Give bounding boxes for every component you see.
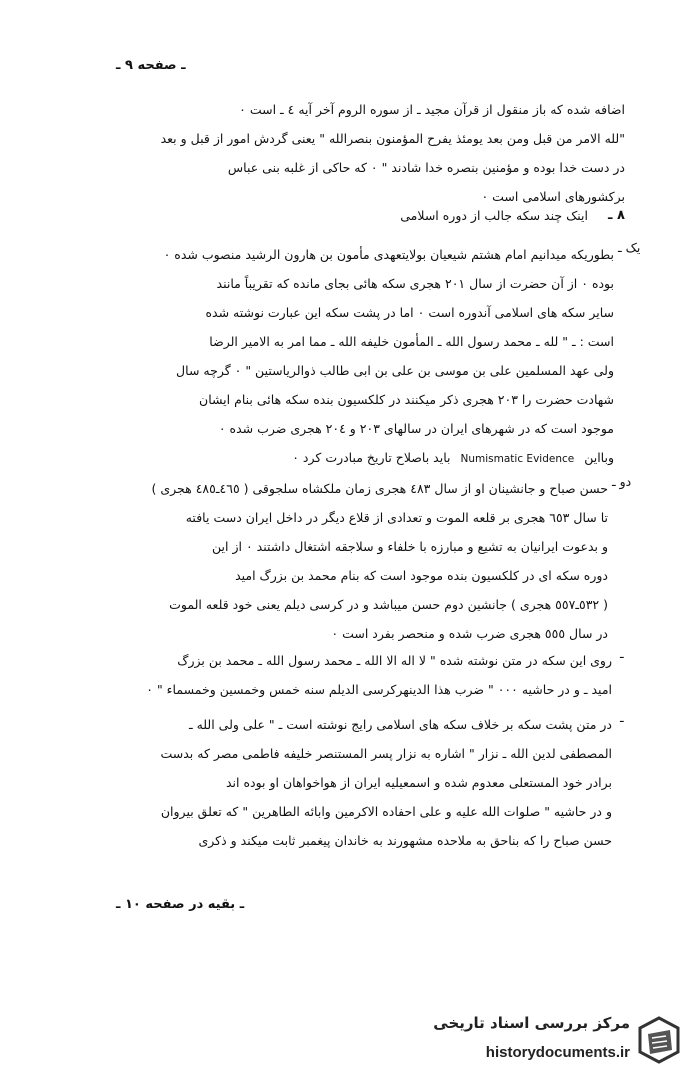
text-line: است : ـ " لله ـ محمد رسول الله ـ المأمون خلیفه الله ـ مما امر به الامیر الرضا	[209, 334, 614, 349]
text-line: المصطفی لدین الله ـ نزار " اشاره به نزار پسر المستنصر خلیفه فاطمی مصر که بدست	[160, 746, 612, 761]
text-line: و در حاشیه " صلوات الله علیه و علی احفاده الاکرمین وابائه الطاهرین " که تعلق بیروان	[160, 804, 612, 819]
watermark-logo	[405, 1008, 690, 1072]
text-line: ولی عهد المسلمین علی بن موسی بن علی بن ابی طالب ذوالریاستین " ٠ گرچه سال	[176, 363, 614, 378]
text-line: سایر سکه های اسلامی آندوره است ٠ اما در پشت سکه این عبارت نوشته شده	[205, 305, 614, 320]
text-line: تا سال ٦٥۳ هجری بر قلعه الموت و تعدادی از قلاع دیگر در داخل ایران دست یافته	[185, 510, 608, 525]
text-line: دوره سکه ای در کلکسیون بنده موجود است که بنام محمد بن بزرگ امید	[235, 568, 608, 583]
text-line: و بدعوت ایرانیان به تشیع و مبارزه با خلفاء و سلاجقه اشتغال داشتند ٠ از این	[212, 539, 608, 554]
item-marker-do: دو ـ	[612, 474, 632, 489]
text-line: "لله الامر من قبل ومن بعد یومئذ یفرح المؤمنون بنصرالله " یعنی گردش امور از قبل و بعد	[160, 131, 625, 146]
text-fragment: وبااین	[584, 450, 614, 465]
watermark-name: مرکز بررسی اسناد تاریخی	[433, 1014, 630, 1032]
text-line: در دست خدا بوده و مؤمنین بنصره خدا شادند " ٠ که حاکی از غلبه بنی عباس	[227, 160, 625, 175]
watermark-url: historydocuments.ir	[485, 1044, 630, 1061]
text-line: برکشورهای اسلامی است ٠	[481, 189, 625, 204]
text-line: در سال ٥٥٥ هجری ضرب شده و منحصر بفرد است ٠	[331, 626, 608, 641]
bullet-marker-1: ـ	[620, 646, 624, 661]
section-title: اینک چند سکه جالب از دوره اسلامی	[400, 208, 588, 223]
text-line: موجود است که در شهرهای ایران در سالهای ۲۰۳ و ۲۰٤ هجری ضرب شده ٠	[218, 421, 614, 436]
continued-footer: ـ بقیه در صفحه ۱۰ ـ	[116, 897, 245, 912]
text-line: بوده ٠ از آن حضرت از سال ۲۰۱ هجری سکه هائی بجای مانده که تقریباً مانند	[216, 276, 614, 291]
bullet-1-paragraph	[80, 646, 612, 704]
item-marker-yek: یک ـ	[618, 240, 641, 255]
text-fragment: باید باصلاح تاریخ مبادرت کرد ٠	[292, 450, 451, 465]
text-line: حسن صباح و جانشینان او از سال ٤۸۳ هجری زمان ملکشاه سلجوقی ( ٤٦٥ـ٤۸٥ هجری )	[151, 481, 608, 496]
latin-term: Numismatic Evidence	[460, 453, 575, 465]
section-number: ۸ ـ	[608, 208, 625, 223]
bullet-2-paragraph	[80, 710, 612, 855]
page-number-header: ـ صفحه ۹ ـ	[116, 58, 186, 73]
text-line: شهادت حضرت را ۲۰۳ هجری ذکر میکنند در کلکسیون بنده سکه هائی بنام ایشان	[199, 392, 614, 407]
text-line: اضافه شده که باز منقول از قرآن مجید ـ از سوره الروم آخر آیه ٤ ـ است ٠	[239, 102, 625, 117]
text-line-mixed	[90, 443, 614, 474]
intro-paragraph	[90, 95, 625, 211]
bullet-marker-2: ـ	[620, 710, 624, 725]
text-line: ( ٥۳۲ـ٥٥۷ هجری ) جانشین دوم حسن میباشد و در کرسی دیلم یعنی خود قلعه الموت	[169, 597, 608, 612]
text-line: حسن صباح را که بناحق به ملاحده مشهورند به خاندان پیغمبر ثابت میکند و ذکری	[198, 833, 612, 848]
archive-seal-icon	[634, 1014, 684, 1066]
text-line: بطوریکه میدانیم امام هشتم شیعیان بولایتعهدی مأمون بن هارون الرشید منصوب شده ٠	[163, 247, 614, 262]
text-line: امید ـ و در حاشیه ٠٠٠ " ضرب هذا الدینهرکرسی الدیلم سنه خمس وخمسین وخمسماء " ٠	[146, 682, 612, 697]
text-line: برادر خود المستعلی معدوم شده و اسمعیلیه ایران از هواخواهان او بوده اند	[225, 775, 612, 790]
item-do-paragraph	[74, 474, 608, 648]
item-yek-paragraph	[90, 240, 614, 474]
text-line: در متن پشت سکه بر خلاف سکه های اسلامی رایج نوشته است ـ " علی ولی الله ـ	[188, 717, 612, 732]
text-line: روی این سکه در متن نوشته شده " لا اله الا الله ـ محمد رسول الله ـ محمد بن بزرگ	[177, 653, 612, 668]
